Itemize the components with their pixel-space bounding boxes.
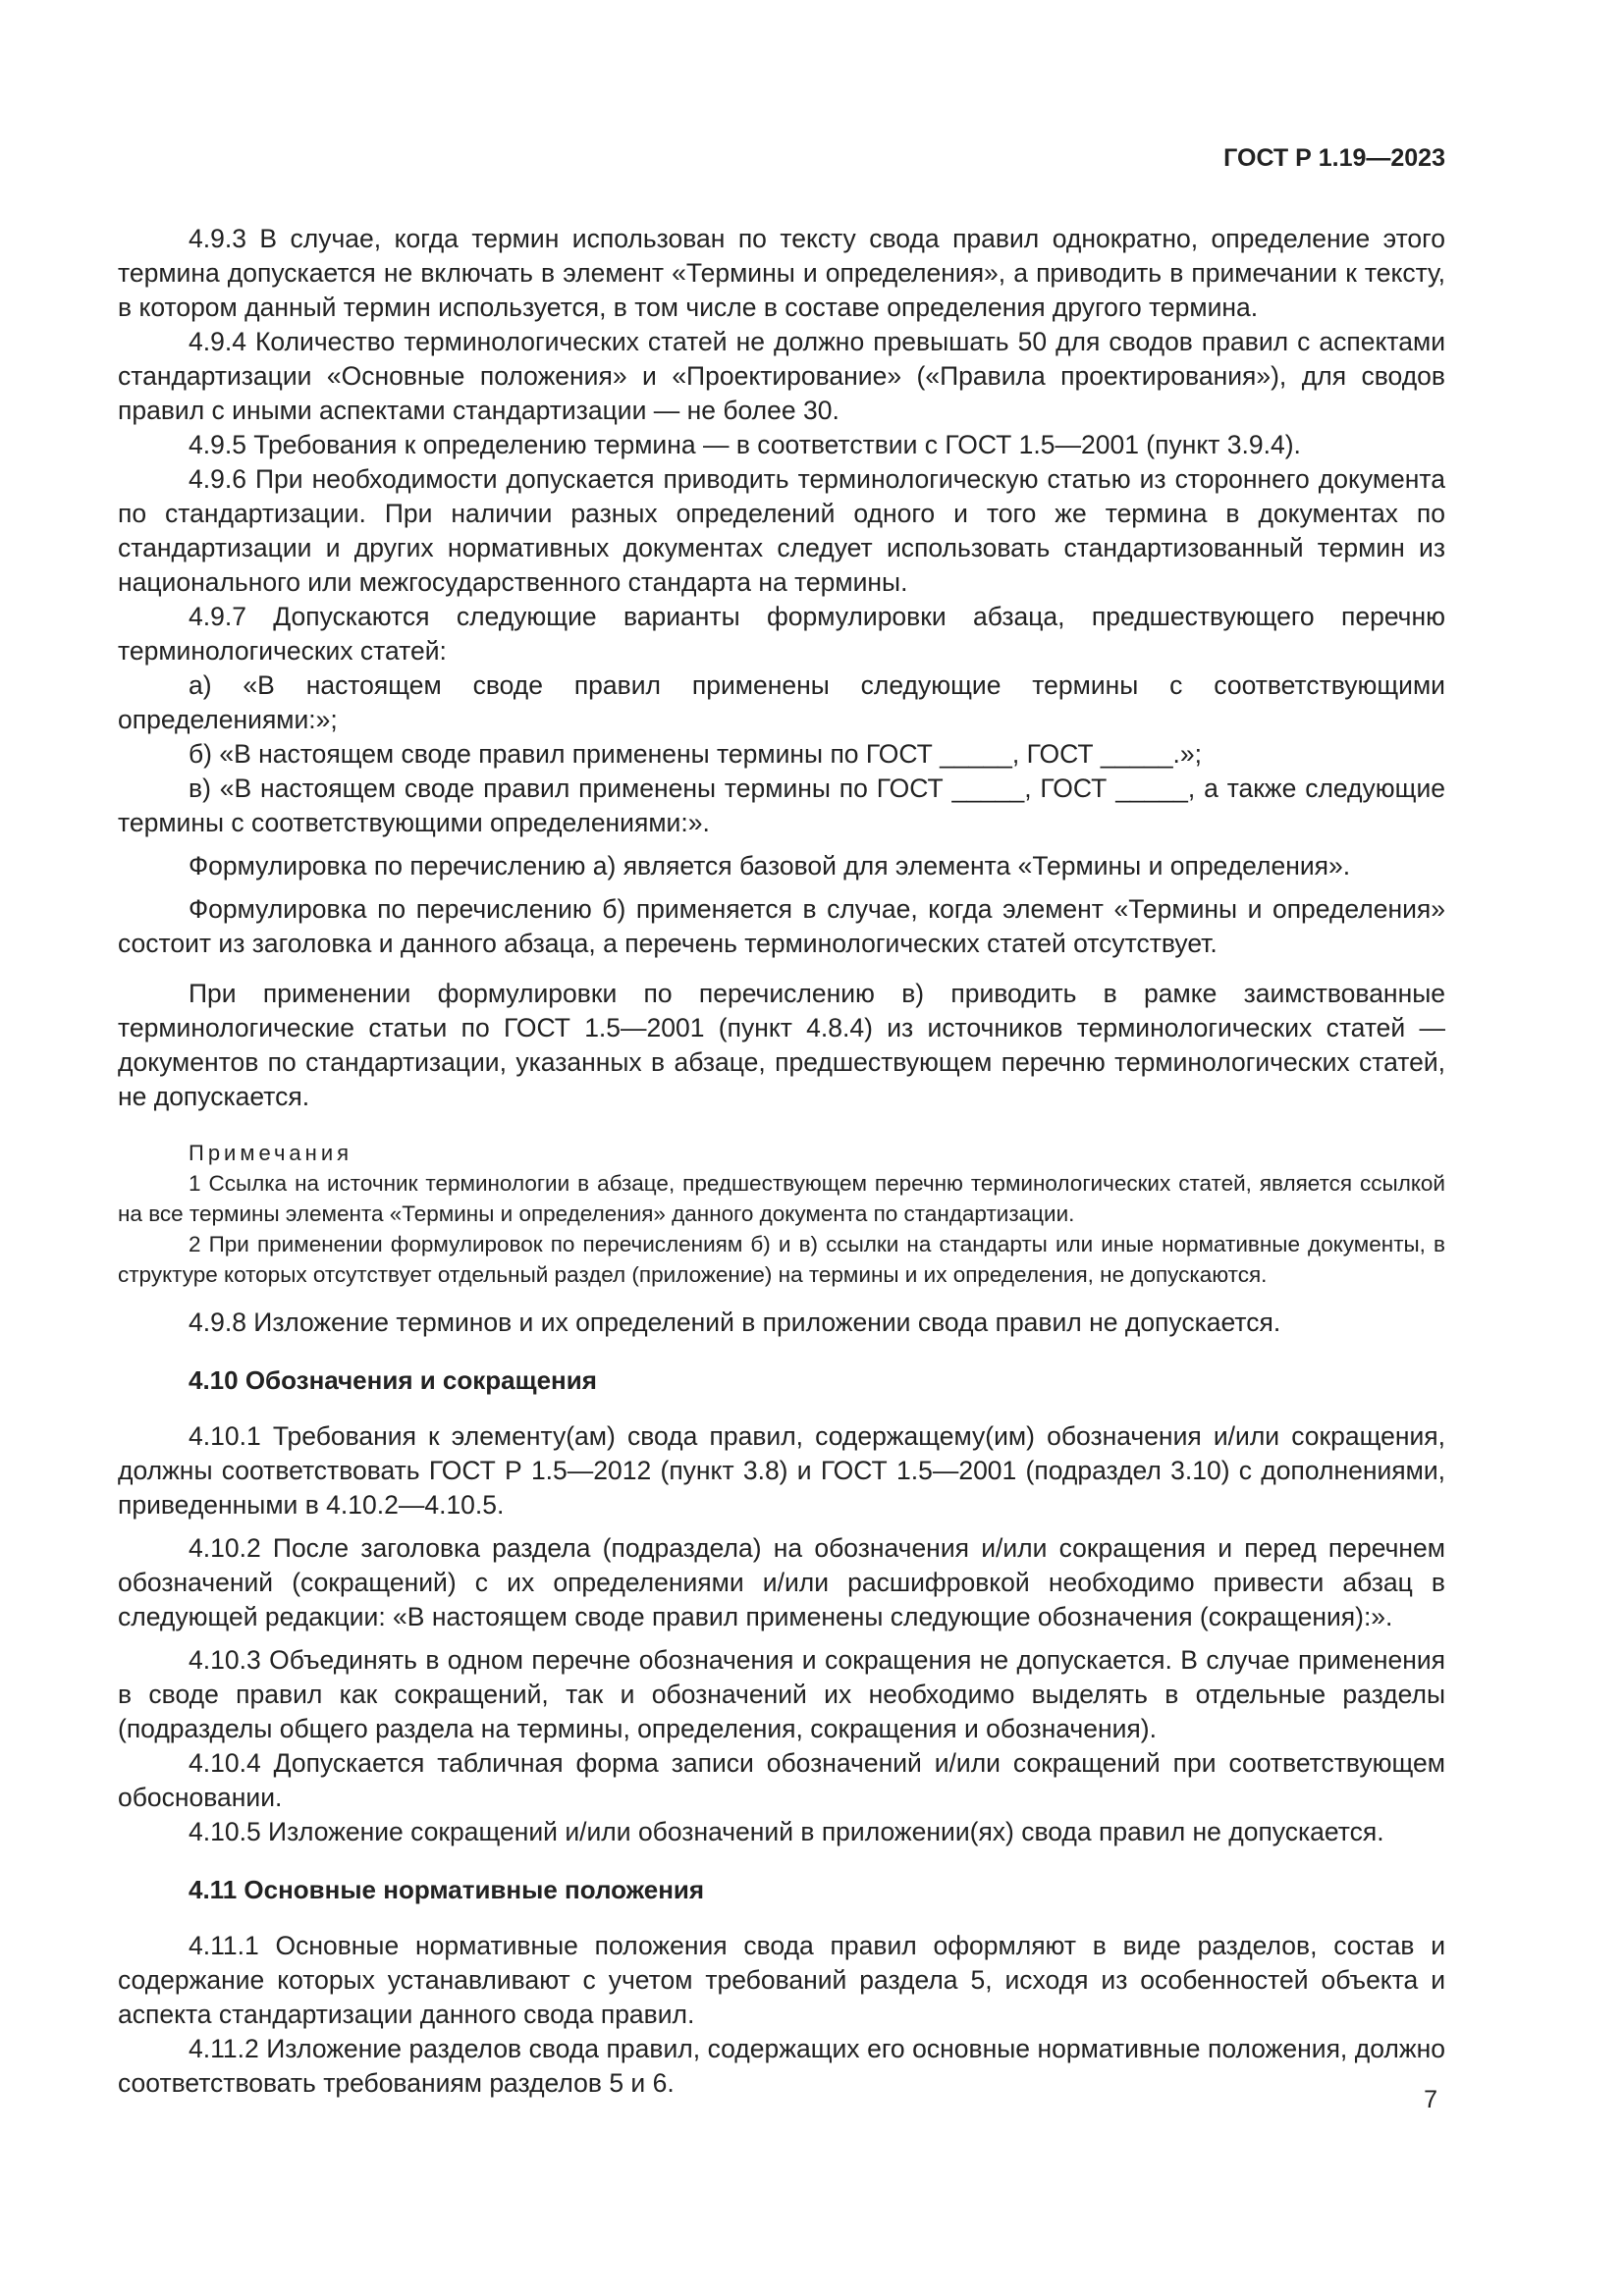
note-2: 2 При применении формулировок по перечислениям б) и в) ссылки на стандарты или иные нормативные документы, в структуре которых отсутствует отдельный раздел (приложение) на термины и их определения, не допускаются. (118, 1232, 1445, 1287)
paragraph-4-9-3: 4.9.3 В случае, когда термин использован по тексту свода правил однократно, определение этого термина допускается не включать в элемент «Термины и определения», а приводить в примечании к тексту, в котором данный термин используется, в том числе в составе определения другого термина. (118, 224, 1445, 322)
paragraph-4-11-1: 4.11.1 Основные нормативные положения свода правил оформляют в виде разделов, состав и содержание которых устанавливают с учетом требований раздела 5, исходя из особенностей объекта и аспекта стандартизации данного свода правил. (118, 1931, 1445, 2029)
document-code: ГОСТ Р 1.19—2023 (1223, 144, 1445, 172)
list-item-b: б) «В настоящем своде правил применены термины по ГОСТ _____, ГОСТ _____.»; (189, 739, 1203, 769)
paragraph-4-9-7: 4.9.7 Допускаются следующие варианты формулировки абзаца, предшествующего перечню терминологических статей: (118, 602, 1445, 666)
paragraph-4-9-4: 4.9.4 Количество терминологических статей не должно превышать 50 для сводов правил с аспектами стандартизации «Основные положения» и «Проектирование» («Правила проектирования»), для сводов правил с иными аспектами стандартизации — не более 30. (118, 327, 1445, 425)
paragraph-formulation-b: Формулировка по перечислению б) применяется в случае, когда элемент «Термины и определения» состоит из заголовка и данного абзаца, а перечень терминологических статей отсутствует. (118, 894, 1445, 958)
paragraph-4-9-5: 4.9.5 Требования к определению термина — в соответствии с ГОСТ 1.5—2001 (пункт 3.9.4). (189, 430, 1301, 459)
paragraph-4-10-1: 4.10.1 Требования к элементу(ам) свода правил, содержащему(им) обозначения и/или сокращения, должны соответствовать ГОСТ Р 1.5—2012 (пункт 3.8) и ГОСТ 1.5—2001 (подраздел 3.10) с дополнениями, приведенными в 4.10.2—4.10.5. (118, 1421, 1445, 1520)
paragraph-4-10-5: 4.10.5 Изложение сокращений и/или обозначений в приложении(ях) свода правил не допускается. (189, 1817, 1384, 1846)
paragraph-4-9-6: 4.9.6 При необходимости допускается приводить терминологическую статью из стороннего документа по стандартизации. При наличии разных определений одного и того же термина в документах по стандартизации и других нормативных документах следует использовать стандартизованный термин из национального или межгосударственного стандарта на термины. (118, 464, 1445, 597)
paragraph-formulation-v: При применении формулировки по перечислению в) приводить в рамке заимствованные терминологические статьи по ГОСТ 1.5—2001 (пункт 4.8.4) из источников терминологических статей — документов по стандартизации, указанных в абзаце, предшествующем перечню терминологических статей, не допускается. (118, 979, 1445, 1111)
paragraph-4-11-2: 4.11.2 Изложение разделов свода правил, содержащих его основные нормативные положения, должно соответствовать требованиям разделов 5 и 6. (118, 2034, 1445, 2098)
paragraph-4-10-3: 4.10.3 Объединять в одном перечне обозначения и сокращения не допускается. В случае применения в своде правил как сокращений, так и обозначений их необходимо выделять в отдельные разделы (подразделы общего раздела на термины, определения, сокращения и обозначения). (118, 1645, 1445, 1743)
paragraph-4-10-4: 4.10.4 Допускается табличная форма записи обозначений и/или сокращений при соответствующем обосновании. (118, 1748, 1445, 1812)
note-1: 1 Ссылка на источник терминологии в абзаце, предшествующем перечню терминологических статей, является ссылкой на все термины элемента «Термины и определения» данного документа по стандартизации. (118, 1171, 1445, 1226)
paragraph-4-10-2: 4.10.2 После заголовка раздела (подраздела) на обозначения и/или сокращения и перед перечнем обозначений (сокращений) с их определениями и/или расшифровкой необходимо привести абзац в следующей редакции: «В настоящем своде правил применены следующие обозначения (сокращения):». (118, 1533, 1445, 1631)
page-content (118, 222, 1445, 2101)
list-item-v: в) «В настоящем своде правил применены термины по ГОСТ _____, ГОСТ _____, а также следующие термины с соответствующими определениями:». (118, 774, 1445, 837)
section-title-4-10: 4.10 Обозначения и сокращения (189, 1365, 597, 1395)
paragraph-formulation-a: Формулировка по перечислению а) является базовой для элемента «Термины и определения». (189, 851, 1351, 881)
section-title-4-11: 4.11 Основные нормативные положения (189, 1875, 705, 1904)
paragraph-4-9-8: 4.9.8 Изложение терминов и их определений в приложении свода правил не допускается. (189, 1308, 1281, 1337)
list-item-a: а) «В настоящем своде правил применены следующие термины с соответствующими определениями:»; (118, 670, 1445, 734)
notes-title: Примечания (189, 1141, 353, 1165)
page-number: 7 (1424, 2086, 1437, 2113)
